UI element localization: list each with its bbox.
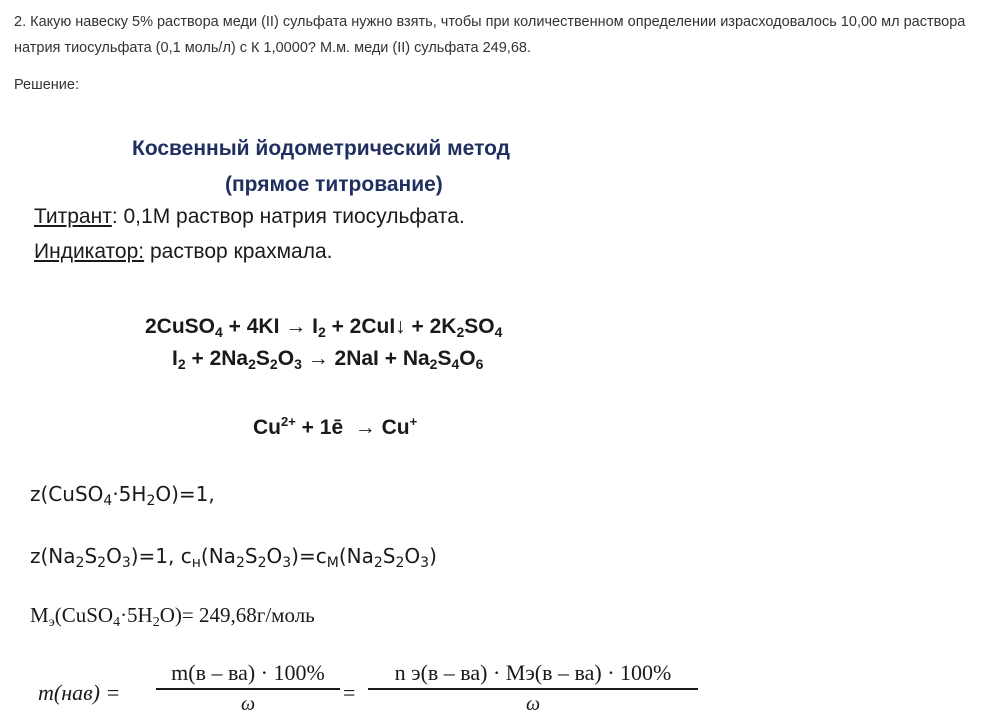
titrant-label: Титрант	[34, 205, 112, 228]
titrant-line	[34, 205, 465, 229]
fraction-1	[156, 660, 340, 718]
fraction-2	[368, 660, 698, 718]
formula-lhs: m(нав) =	[38, 680, 121, 705]
fraction-2-numerator: n э(в – ва) · Mэ(в – ва) · 100%	[394, 660, 672, 685]
indicator-line	[34, 240, 332, 264]
sample-mass-formula	[38, 660, 718, 722]
fraction-1-numerator: m(в – ва) · 100%	[171, 660, 325, 685]
reaction-equation-2: $I_2 + 2Na_2S_2O_3 \to 2NaI + Na_2S_4O_6$	[172, 347, 484, 372]
fraction-1-denominator: ω	[240, 692, 256, 715]
method-title: Косвенный йодометрический метод	[132, 137, 510, 160]
problem-statement: 2. Какую навеску 5% раствора меди (II) сульфата нужно взять, чтобы при количественном определении израсходовалось 10,00 мл раствора натрия тиосульфата (0,1 моль/л) с К 1,0000? М.м. меди (II) сульфата 249,68.	[14, 14, 966, 56]
molar-mass-equivalent: $M_э(CuSO_4\cdot 5H_2O)=$ 249,68г/моль	[30, 603, 315, 630]
equivalence-factor-copper: $z(CuSO_4\cdot 5H_2O)=1$,	[30, 482, 215, 509]
equivalence-factor-thiosulfate: $z(Na_2S_2O_3)=1$, $с_н(Na_2S_2O_3)=с_М(Na_2S_2O_3)$	[30, 544, 437, 571]
indicator-value: раствор крахмала.	[144, 240, 333, 263]
indicator-label: Индикатор:	[34, 240, 145, 263]
formula-equals: =	[343, 680, 356, 705]
titrant-value: : 0,1М раствор натрия тиосульфата.	[111, 205, 465, 228]
reaction-equation-1: 2CuSO$_4$ + $4KI \to I_2$ + 2CuI↓ + $2K_2SO_4$	[145, 315, 503, 340]
method-subtitle: (прямое титрование)	[225, 173, 443, 196]
half-reaction: $Cu^{2+}$ + 1ē → Cu+	[253, 414, 418, 439]
fraction-2-denominator: ω	[525, 692, 541, 715]
solution-label: Решение:	[14, 77, 79, 93]
